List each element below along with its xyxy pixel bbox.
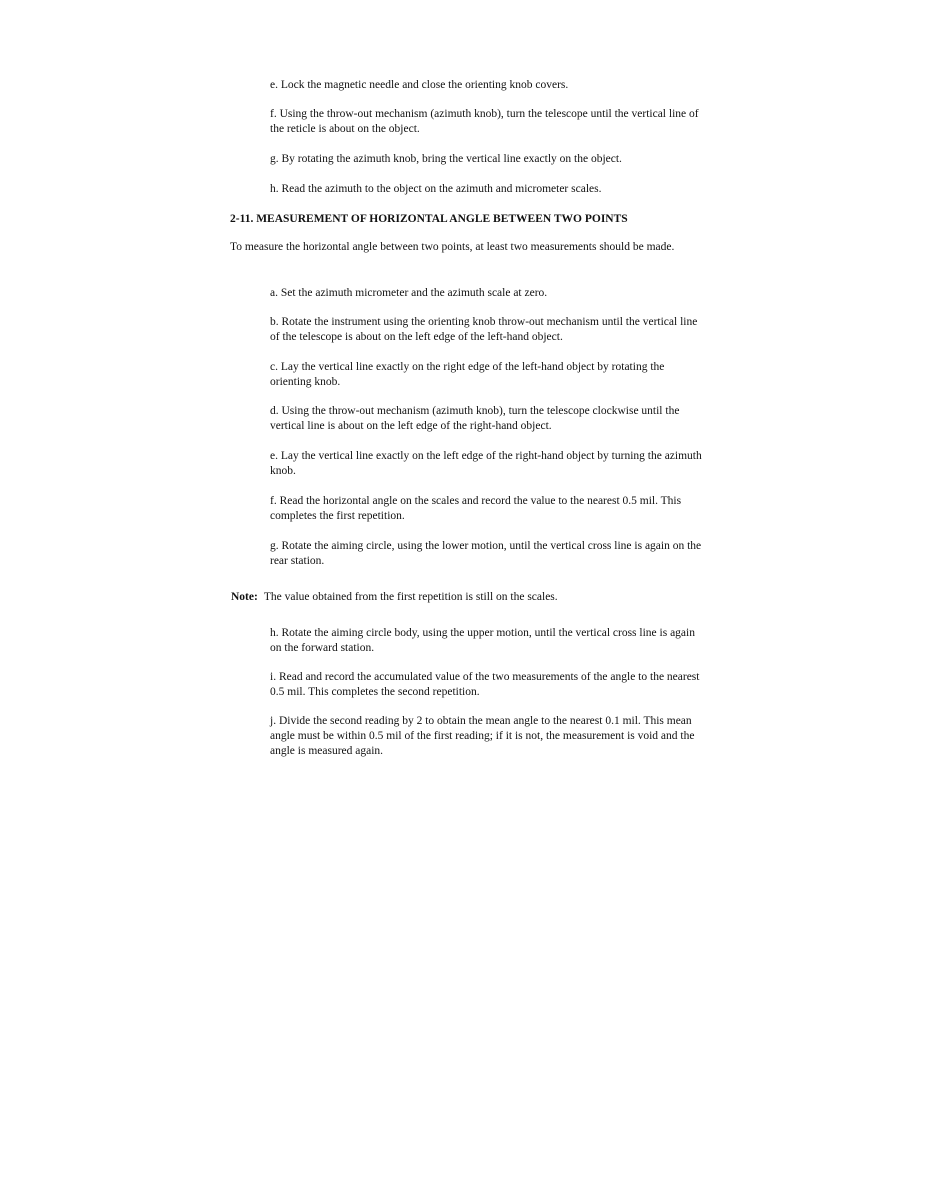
note (231, 590, 701, 605)
step-e-lay-left-edge: e. Lay the vertical line exactly on the left edge of the right-hand object by turning the azimuth knob. (270, 450, 702, 477)
note-separator: : (254, 591, 258, 603)
step-i-record-accumulated: i. Read and record the accumulated value of the two measurements of the angle to the nearest 0.5 mil. This completes the second repetition. (270, 671, 700, 698)
note-label: Note (231, 591, 254, 603)
step-e-lock-needle: e. Lock the magnetic needle and close the orienting knob covers. (270, 79, 569, 91)
step-h-read-azimuth: h. Read the azimuth to the object on the azimuth and micrometer scales. (270, 183, 602, 195)
step-g-rotate-azimuth-knob: g. By rotating the azimuth knob, bring the vertical line exactly on the object. (270, 153, 622, 165)
step-a-set-zero: a. Set the azimuth micrometer and the azimuth scale at zero. (270, 287, 548, 299)
step-f-read-angle: f. Read the horizontal angle on the scales and record the value to the nearest 0.5 mil. This completes the first repetition. (270, 495, 682, 522)
step-g-rotate-aiming-circle: g. Rotate the aiming circle, using the lower motion, until the vertical cross line is again on the rear station. (270, 540, 702, 567)
section-intro: To measure the horizontal angle between two points, at least two measurements should be made. (230, 241, 675, 253)
step-h-rotate-body: h. Rotate the aiming circle body, using the upper motion, until the vertical cross line is again on the forward station. (270, 627, 695, 654)
note-text: The value obtained from the first repetition is still on the scales. (263, 591, 558, 603)
step-d-turn-clockwise: d. Using the throw-out mechanism (azimuth knob), turn the telescope clockwise until the vertical line is about on the left edge of the right-hand object. (270, 405, 680, 432)
step-b-rotate-instrument: b. Rotate the instrument using the orienting knob throw-out mechanism until the vertical line of the telescope is about on the left edge of the left-hand object. (270, 316, 698, 343)
step-c-lay-right-edge: c. Lay the vertical line exactly on the right edge of the left-hand object by rotating the orienting knob. (270, 361, 665, 388)
step-f-throw-out-telescope: f. Using the throw-out mechanism (azimuth knob), turn the telescope until the vertical line of the reticle is about on the object. (270, 108, 699, 135)
step-j-divide-reading: j. Divide the second reading by 2 to obtain the mean angle to the nearest 0.1 mil. This mean angle must be within 0.5 mil of the first reading; if it is not, the measurement is void and the angle is measured again. (270, 715, 695, 757)
section-heading: 2-11. MEASUREMENT OF HORIZONTAL ANGLE BETWEEN TWO POINTS (230, 213, 628, 225)
